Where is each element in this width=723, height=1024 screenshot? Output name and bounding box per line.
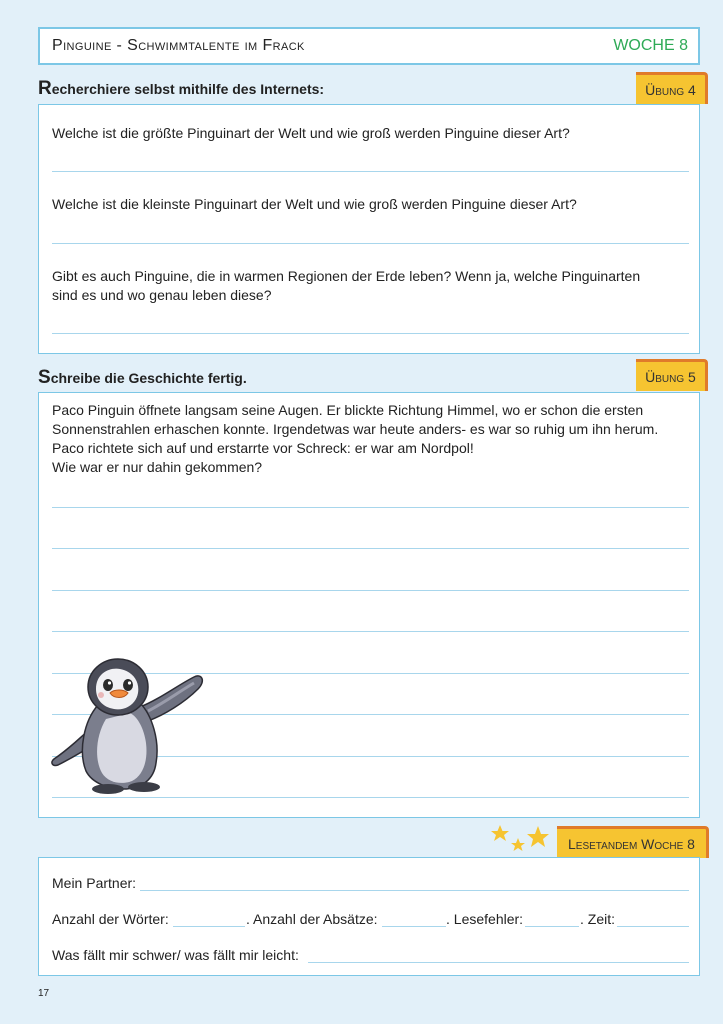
answer-line[interactable] (52, 171, 689, 172)
page-number: 17 (38, 988, 50, 999)
section-title-research (38, 78, 324, 100)
stars-icon (488, 822, 558, 857)
section-title-text: echerchiere selbst mithilfe des Internets: (51, 81, 325, 97)
errors-input[interactable] (525, 926, 579, 927)
question-warm-regions: Gibt es auch Pinguine, die in warmen Regionen der Erde leben? Wenn ja, welche Pinguinarten sind es und wo genau leben diese? (52, 268, 641, 303)
writing-line[interactable] (52, 797, 689, 798)
partner-label: Mein Partner: (52, 875, 137, 891)
section-title-text: chreibe die Geschichte fertig. (50, 370, 247, 386)
lesetandem-tab: Lesetandem Woche 8 (557, 826, 709, 858)
week-label: WOCHE 8 (613, 37, 688, 54)
section-title-initial: R (38, 78, 52, 99)
errors-label: . Lesefehler: (446, 911, 524, 927)
section-title-story (38, 367, 247, 389)
time-input[interactable] (617, 926, 689, 927)
difficulty-input[interactable] (308, 962, 689, 963)
story-text: Paco Pinguin öffnete langsam seine Augen. Er blickte Richtung Himmel, wo er schon die ersten Sonnenstrahlen erhaschen konnte. Irgendetwas war heute anders- es war so ruhig um ihn herum. Paco richtete sich auf und erstarrte vor Schreck: er war am Nordpol! Wie war er nur dahin gekommen? (52, 402, 659, 475)
time-label: . Zeit: (580, 911, 616, 927)
words-input[interactable] (173, 926, 245, 927)
writing-line[interactable] (52, 590, 689, 591)
words-label: Anzahl der Wörter: (52, 911, 169, 927)
question-largest-penguin: Welche ist die größte Pinguinart der Welt und wie groß werden Pinguine dieser Art? (52, 125, 570, 141)
section-title-initial: S (38, 367, 51, 388)
writing-line[interactable] (52, 548, 689, 549)
penguin-illustration-icon (48, 655, 208, 797)
paragraphs-input[interactable] (382, 926, 446, 927)
exercise-tab-5: Übung 5 (636, 359, 708, 391)
question-smallest-penguin: Welche ist die kleinste Pinguinart der Welt und wie groß werden Pinguine dieser Art? (52, 196, 577, 212)
answer-line[interactable] (52, 243, 689, 244)
partner-input[interactable] (140, 890, 689, 891)
paragraphs-label: . Anzahl der Absätze: (246, 911, 378, 927)
worksheet-title: Pinguine - Schwimmtalente im Frack (52, 37, 305, 54)
exercise-tab-4: Übung 4 (636, 72, 708, 104)
worksheet-header (38, 27, 700, 65)
difficulty-label: Was fällt mir schwer/ was fällt mir leicht: (52, 947, 299, 963)
writing-line[interactable] (52, 631, 689, 632)
answer-line[interactable] (52, 333, 689, 334)
writing-line[interactable] (52, 507, 689, 508)
